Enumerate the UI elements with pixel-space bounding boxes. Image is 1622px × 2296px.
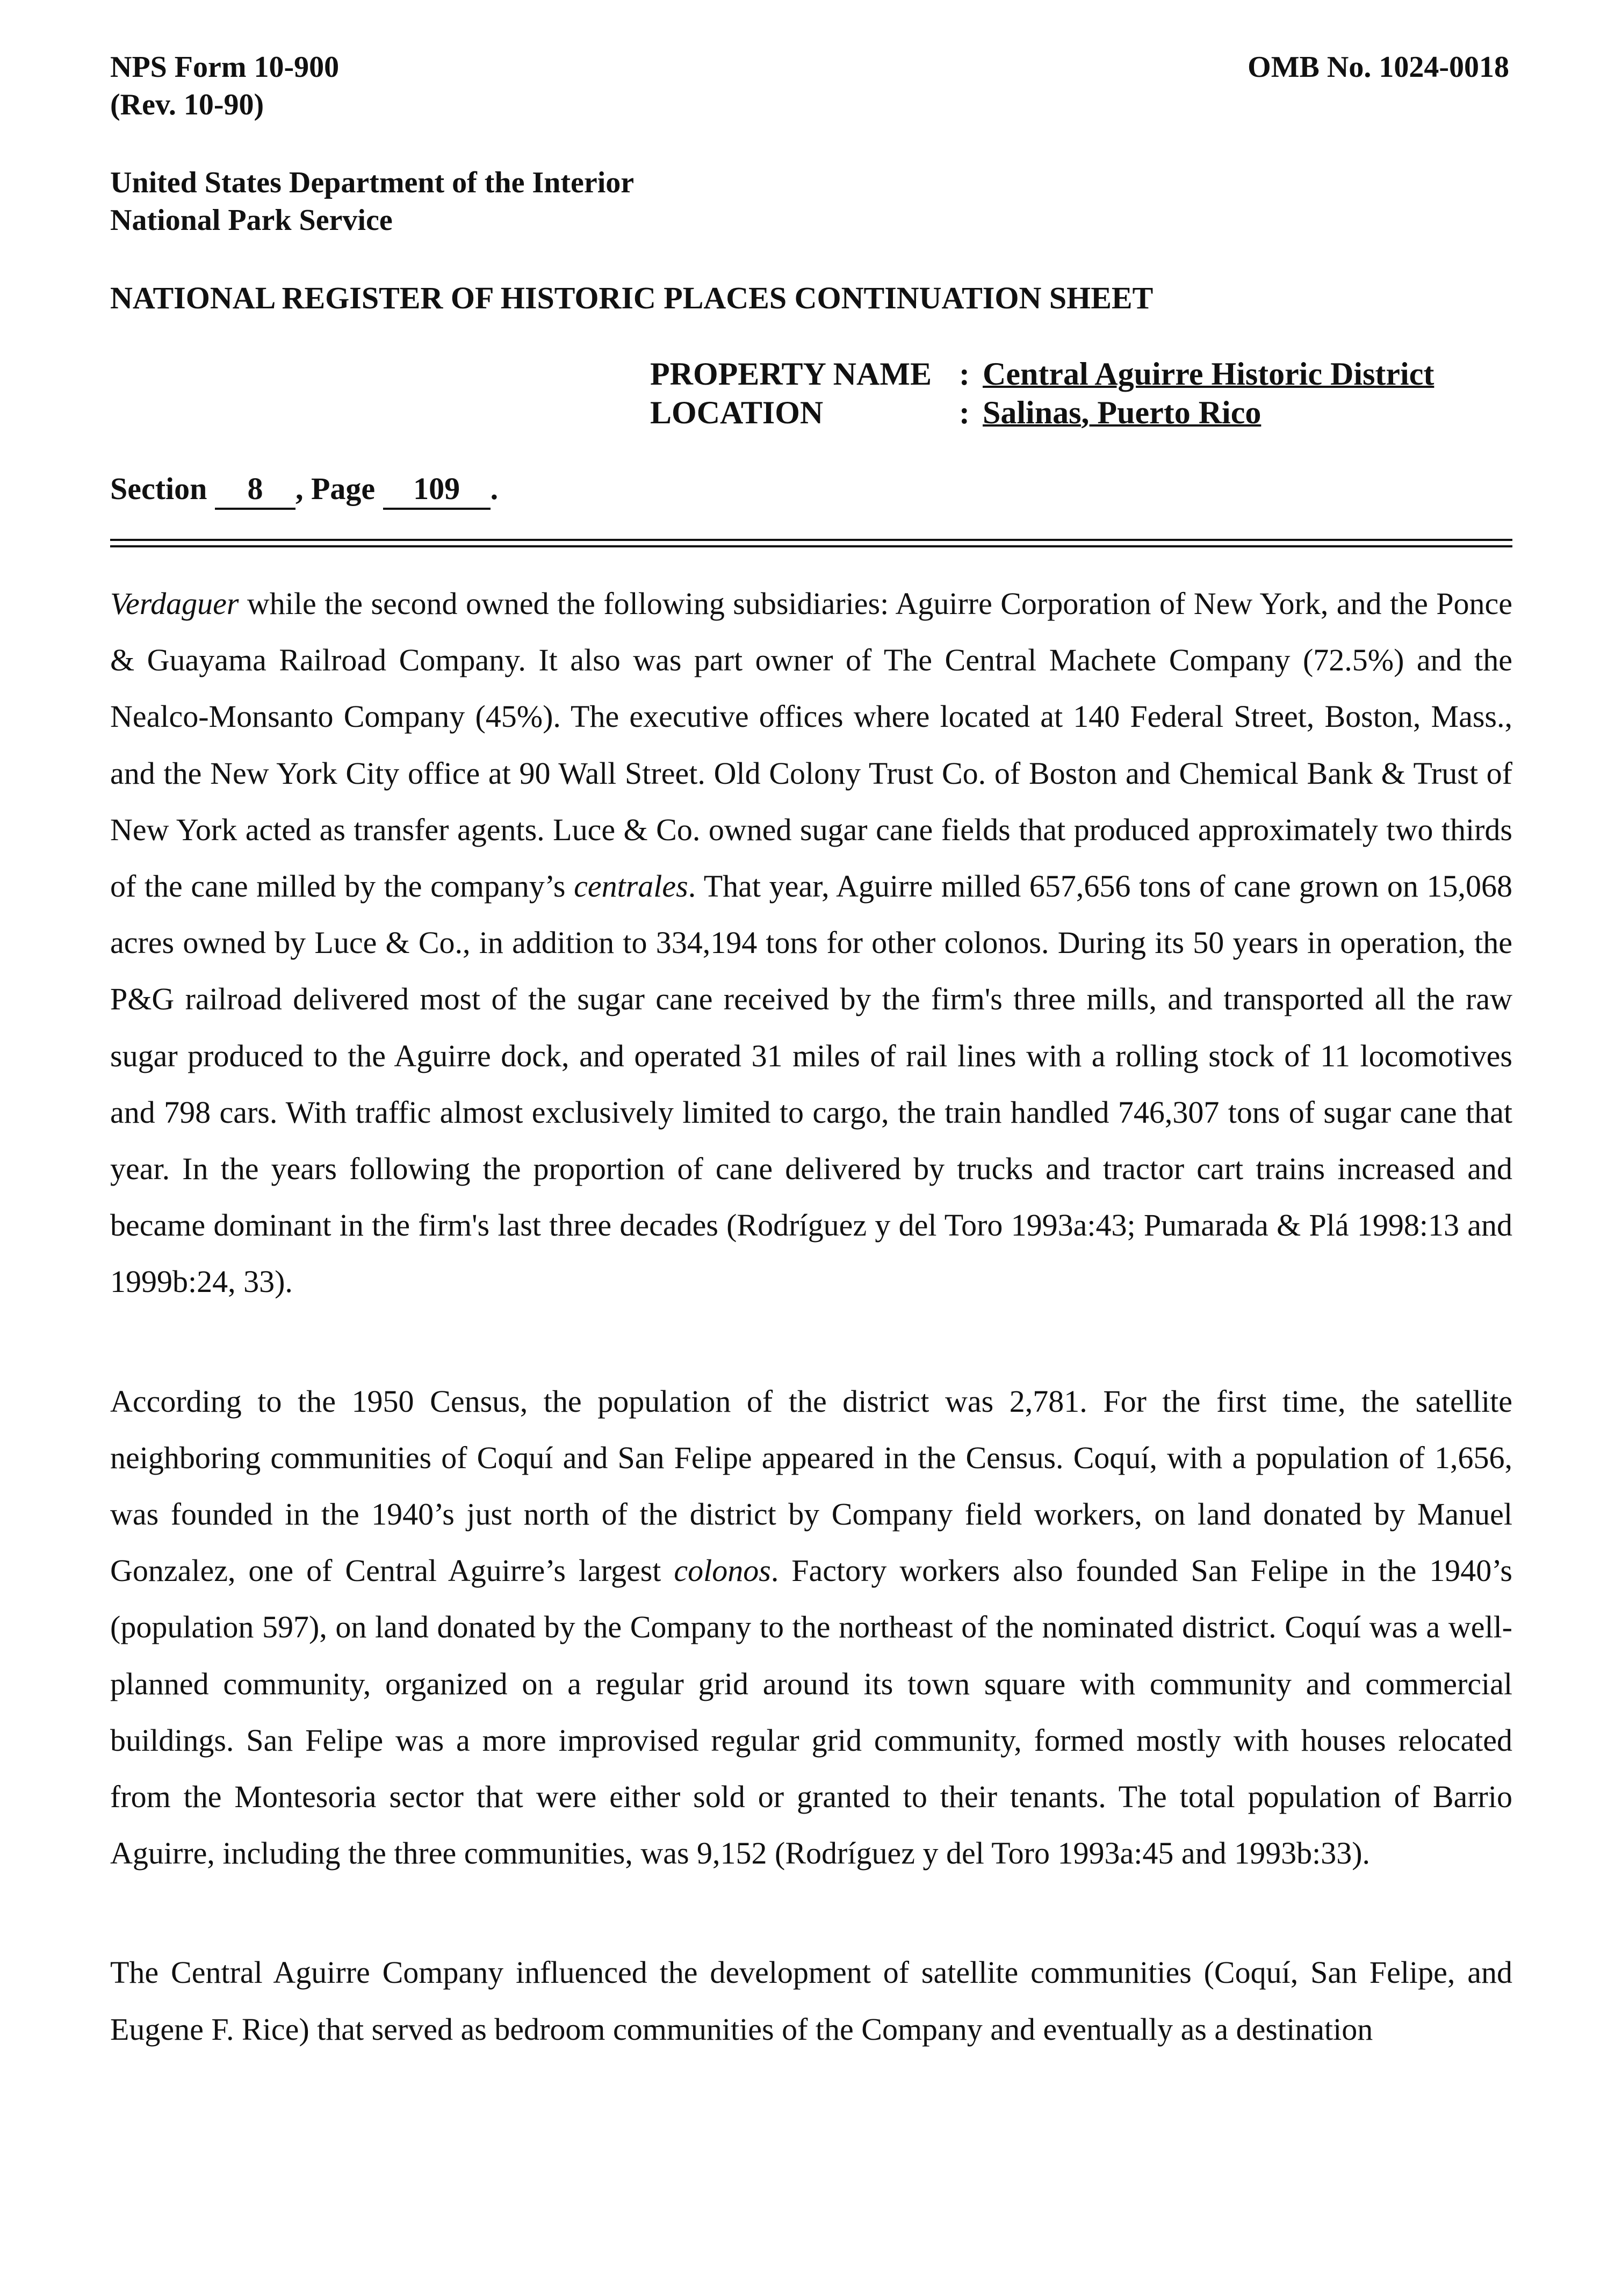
divider-rule <box>110 539 1512 541</box>
divider-rule <box>110 545 1512 547</box>
section-page-line: Section 8 , Page 109 . <box>110 470 498 510</box>
property-info <box>650 355 1434 432</box>
property-name-value: Central Aguirre Historic District <box>983 356 1434 392</box>
location-value: Salinas, Puerto Rico <box>983 395 1261 430</box>
paragraph-1 <box>110 575 1512 1310</box>
agency-block <box>110 164 634 239</box>
form-identifier <box>110 48 339 124</box>
location-label: LOCATION <box>650 395 824 430</box>
italic-term: centrales <box>574 869 688 904</box>
body-text <box>110 575 1512 2057</box>
text-run: . That year, Aguirre milled 657,656 tons of cane grown on 15,068 acres owned by Luce & Co., in addition to 334,194 tons for other colonos. During its 50 years in operation, the P&G railroad delivered most of the sugar cane received by the firm's three mills, and transported all the raw sugar produced to the Aguirre dock, and operated 31 miles of rail lines with a rolling stock of 11 locomotives and 798 cars. With traffic almost exclusively limited to cargo, the train handled 746,307 tons of sugar cane that year. In the years following the proportion of cane delivered by trucks and tractor cart trains increased and became dominant in the firm's last three decades (Rodríguez y del Toro 1993a:43; Pumarada & Plá 1998:13 and 1999b:24, 33). <box>110 869 1512 1299</box>
page-number: 109 <box>383 470 491 510</box>
text-run: According to the 1950 Census, the population of the district was 2,781. For the first time, the satellite neighboring communities of Coquí and San Felipe appeared in the Census. Coquí, with a population of 1,656, was founded in the 1940’s just north of the district by Company field workers, on land donated by Manuel Gonzalez, one of Central Aguirre’s largest <box>110 1383 1512 1589</box>
section-label: Section <box>110 471 207 506</box>
form-number: NPS Form 10-900 <box>110 50 340 84</box>
property-name-row <box>650 355 1434 393</box>
italic-term: Verdaguer <box>110 586 239 621</box>
paragraph-3: The Central Aguirre Company influenced the development of satellite communities (Coquí, San Felipe, and Eugene F. Rice) that served as bedroom communities of the Company and eventually as a destination <box>110 1955 1512 2047</box>
property-name-label: PROPERTY NAME <box>650 356 932 392</box>
form-revision: (Rev. 10-90) <box>110 88 264 121</box>
section-number: 8 <box>215 470 295 510</box>
text-run: while the second owned the following subsidiaries: Aguirre Corporation of New York, and the Ponce & Guayama Railroad Company. It also was part owner of The Central Machete Company (72.5%) and the Nealco-Monsanto Company (45%). The executive offices where located at 140 Federal Street, Boston, Mass., and the New York City office at 90 Wall Street. Old Colony Trust Co. of Boston and Chemical Bank & Trust of New York acted as transfer agents. Luce & Co. owned sugar cane fields that produced approximately two thirds of the cane milled by the company’s <box>110 586 1512 904</box>
paragraph-2 <box>110 1373 1512 1882</box>
department-name: United States Department of the Interior <box>110 166 635 199</box>
text-run: . Factory workers also founded San Felipe in the 1940’s (population 597), on land donated by the Company to the northeast of the nominated district. Coquí was a well-planned community, organized on a regular grid around its town square with community and commercial buildings. San Felipe was a more improvised regular grid community, formed mostly with houses relocated from the Montesoria sector that were either sold or granted to their tenants. The total population of Barrio Aguirre, including the three communities, was 9,152 (Rodríguez y del Toro 1993a:45 and 1993b:33). <box>110 1553 1512 1871</box>
sheet-title: NATIONAL REGISTER OF HISTORIC PLACES CONTINUATION SHEET <box>110 280 1154 315</box>
page-label: Page <box>311 471 376 506</box>
colon: : <box>959 356 970 392</box>
service-name: National Park Service <box>110 204 393 237</box>
location-row <box>650 393 1434 432</box>
omb-number: OMB No. 1024-0018 <box>1248 50 1509 84</box>
colon: : <box>959 395 970 430</box>
italic-term: colonos <box>674 1553 771 1589</box>
